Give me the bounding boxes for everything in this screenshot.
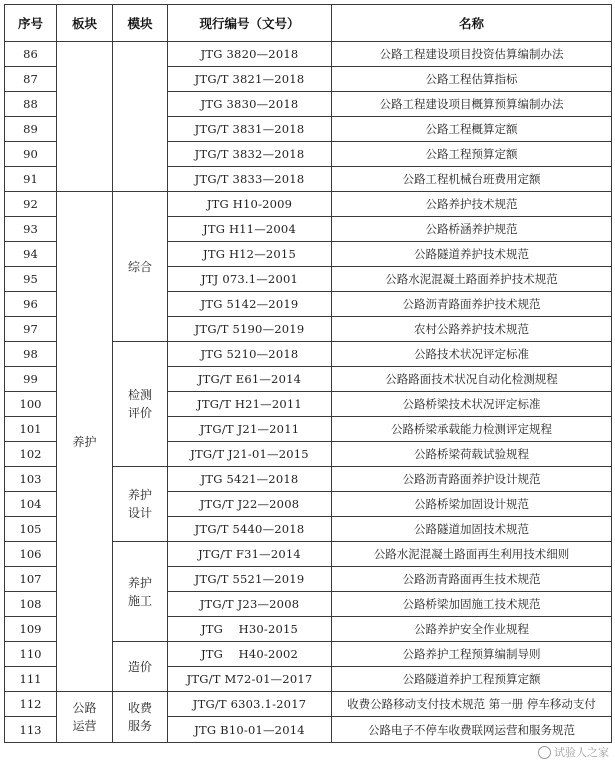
seq-cell: 105 xyxy=(5,517,57,542)
code-cell: JTG 5142—2019 xyxy=(168,292,332,317)
seq-cell: 99 xyxy=(5,367,57,392)
table-row xyxy=(5,42,612,67)
name-cell: 公路养护工程预算编制导则 xyxy=(332,642,612,667)
module-cell-general: 综合 xyxy=(113,192,168,342)
code-cell: JTG H12—2015 xyxy=(168,242,332,267)
seq-cell: 104 xyxy=(5,492,57,517)
sector-label-line: 运营 xyxy=(72,719,97,733)
name-cell: 公路电子不停车收费联网运营和服务规范 xyxy=(332,717,612,743)
code-cell: JTG/T M72-01—2017 xyxy=(168,667,332,692)
seq-cell: 109 xyxy=(5,617,57,642)
seq-cell: 89 xyxy=(5,117,57,142)
seq-cell: 101 xyxy=(5,417,57,442)
code-cell: JTG/T J21—2011 xyxy=(168,417,332,442)
watermark-text: 试验人之家 xyxy=(554,746,609,759)
code-cell: JTG/T 3833—2018 xyxy=(168,167,332,192)
code-cell: JTG 3830—2018 xyxy=(168,92,332,117)
name-cell: 公路工程机械台班费用定额 xyxy=(332,167,612,192)
code-cell: JTG/T 5521—2019 xyxy=(168,567,332,592)
seq-cell: 103 xyxy=(5,467,57,492)
code-cell: JTG/T H21—2011 xyxy=(168,392,332,417)
name-cell: 公路沥青路面再生技术规范 xyxy=(332,567,612,592)
wechat-logo-icon xyxy=(538,746,551,759)
name-cell: 公路路面技术状况自动化检测规程 xyxy=(332,367,612,392)
module-label-line: 设计 xyxy=(127,506,152,520)
code-cell: JTG/T J22—2008 xyxy=(168,492,332,517)
name-cell: 公路桥梁加固设计规范 xyxy=(332,492,612,517)
name-cell: 公路隧道加固技术规范 xyxy=(332,517,612,542)
module-cell-design xyxy=(113,467,168,542)
header-seq: 序号 xyxy=(5,5,57,42)
code-cell: JTG/T E61—2014 xyxy=(168,367,332,392)
sector-cell-operation xyxy=(57,692,113,743)
code-cell: JTG/T 3831—2018 xyxy=(168,117,332,142)
name-cell: 公路技术状况评定标准 xyxy=(332,342,612,367)
seq-cell: 106 xyxy=(5,542,57,567)
code-cell: JTG 5210—2018 xyxy=(168,342,332,367)
name-cell: 公路隧道养护技术规范 xyxy=(332,242,612,267)
seq-cell: 96 xyxy=(5,292,57,317)
code-cell: JTG 3820—2018 xyxy=(168,42,332,67)
seq-cell: 91 xyxy=(5,167,57,192)
module-label-line: 服务 xyxy=(127,719,152,733)
code-cell: JTG/T J21-01—2015 xyxy=(168,442,332,467)
module-label-line: 养护 xyxy=(127,488,152,502)
code-cell: JTG H30-2015 xyxy=(168,617,332,642)
seq-cell: 102 xyxy=(5,442,57,467)
module-label-line: 检测 xyxy=(127,388,152,402)
name-cell: 农村公路养护技术规范 xyxy=(332,317,612,342)
code-cell: JTG 5421—2018 xyxy=(168,467,332,492)
code-cell: JTG/T 3832—2018 xyxy=(168,142,332,167)
header-name: 名称 xyxy=(332,5,612,42)
table-row xyxy=(5,192,612,217)
module-cell-blank xyxy=(113,42,168,192)
name-cell: 公路桥梁荷载试验规程 xyxy=(332,442,612,467)
module-cell-toll xyxy=(113,692,168,743)
seq-cell: 112 xyxy=(5,692,57,717)
watermark xyxy=(538,744,609,760)
name-cell: 公路工程建设项目概算预算编制办法 xyxy=(332,92,612,117)
name-cell: 公路桥涵养护规范 xyxy=(332,217,612,242)
name-cell: 公路养护安全作业规程 xyxy=(332,617,612,642)
seq-cell: 88 xyxy=(5,92,57,117)
name-cell: 公路桥梁技术状况评定标准 xyxy=(332,392,612,417)
name-cell: 公路工程预算定额 xyxy=(332,142,612,167)
name-cell: 收费公路移动支付技术规范 第一册 停车移动支付 xyxy=(332,692,612,717)
header-code: 现行编号（文号） xyxy=(168,5,332,42)
name-cell: 公路水泥混凝土路面再生利用技术细则 xyxy=(332,542,612,567)
seq-cell: 100 xyxy=(5,392,57,417)
name-cell: 公路沥青路面养护技术规范 xyxy=(332,292,612,317)
code-cell: JTG B10-01—2014 xyxy=(168,717,332,743)
sector-label-line: 公路 xyxy=(72,701,97,715)
module-label-line: 评价 xyxy=(127,406,152,420)
seq-cell: 97 xyxy=(5,317,57,342)
seq-cell: 90 xyxy=(5,142,57,167)
seq-cell: 108 xyxy=(5,592,57,617)
seq-cell: 113 xyxy=(5,717,57,743)
name-cell: 公路工程建设项目投资估算编制办法 xyxy=(332,42,612,67)
seq-cell: 92 xyxy=(5,192,57,217)
code-cell: JTG/T F31—2014 xyxy=(168,542,332,567)
sector-cell-maintenance: 养护 xyxy=(57,192,113,692)
name-cell: 公路桥梁承载能力检测评定规程 xyxy=(332,417,612,442)
code-cell: JTG/T 3821—2018 xyxy=(168,67,332,92)
name-cell: 公路工程估算指标 xyxy=(332,67,612,92)
module-cell-inspection xyxy=(113,342,168,467)
standards-table xyxy=(4,4,612,743)
name-cell: 公路隧道养护工程预算定额 xyxy=(332,667,612,692)
seq-cell: 111 xyxy=(5,667,57,692)
module-label-line: 收费 xyxy=(127,701,152,715)
table-row xyxy=(5,692,612,717)
header-row xyxy=(5,5,612,42)
seq-cell: 95 xyxy=(5,267,57,292)
module-label-line: 养护 xyxy=(127,575,152,590)
code-cell: JTG H40-2002 xyxy=(168,642,332,667)
code-cell: JTG H11—2004 xyxy=(168,217,332,242)
header-sector: 板块 xyxy=(57,5,113,42)
code-cell: JTG/T 5190—2019 xyxy=(168,317,332,342)
code-cell: JTG/T 6303.1-2017 xyxy=(168,692,332,717)
seq-cell: 86 xyxy=(5,42,57,67)
name-cell: 公路沥青路面养护设计规范 xyxy=(332,467,612,492)
code-cell: JTG/T 5440—2018 xyxy=(168,517,332,542)
name-cell: 公路水泥混凝土路面养护技术规范 xyxy=(332,267,612,292)
name-cell: 公路桥梁加固施工技术规范 xyxy=(332,592,612,617)
module-cell-cost: 造价 xyxy=(113,642,168,692)
seq-cell: 110 xyxy=(5,642,57,667)
code-cell: JTG H10-2009 xyxy=(168,192,332,217)
name-cell: 公路养护技术规范 xyxy=(332,192,612,217)
seq-cell: 98 xyxy=(5,342,57,367)
code-cell: JTG/T J23—2008 xyxy=(168,592,332,617)
seq-cell: 94 xyxy=(5,242,57,267)
sector-cell-blank xyxy=(57,42,113,192)
seq-cell: 93 xyxy=(5,217,57,242)
seq-cell: 107 xyxy=(5,567,57,592)
header-module: 模块 xyxy=(113,5,168,42)
code-cell: JTJ 073.1—2001 xyxy=(168,267,332,292)
name-cell: 公路工程概算定额 xyxy=(332,117,612,142)
seq-cell: 87 xyxy=(5,67,57,92)
module-label-line: 施工 xyxy=(127,593,152,608)
module-cell-construction xyxy=(113,542,168,642)
